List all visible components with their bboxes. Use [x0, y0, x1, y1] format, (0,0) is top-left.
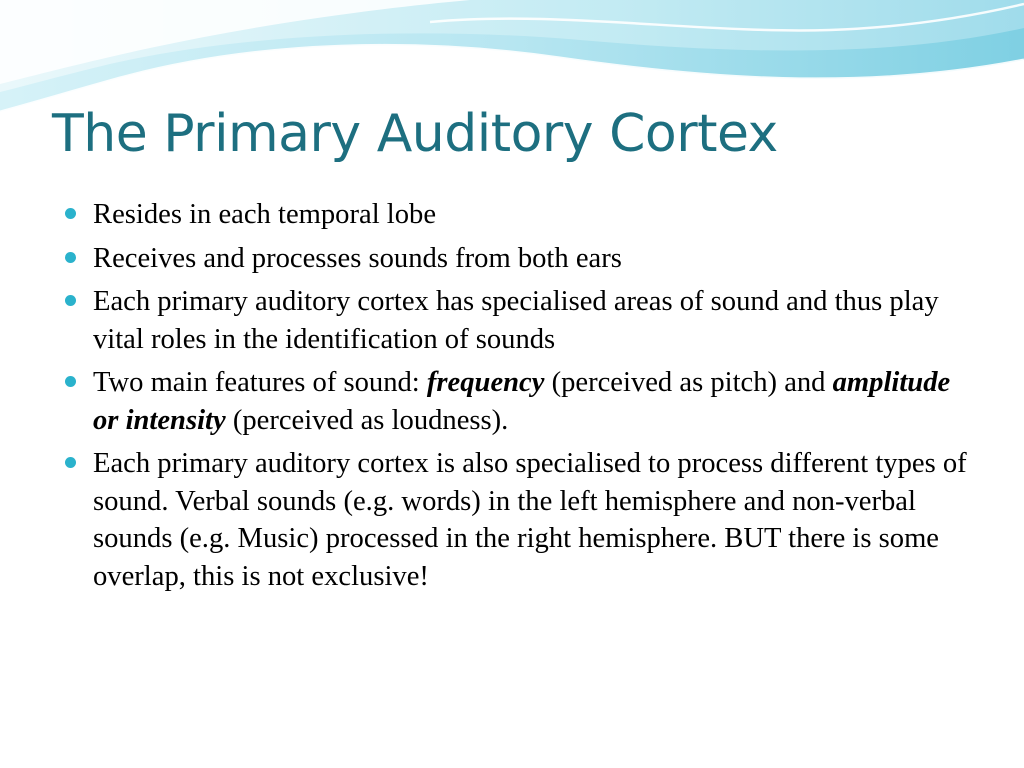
- bullet-item: [62, 240, 967, 278]
- slide-title: The Primary Auditory Cortex: [52, 104, 778, 164]
- bullet-text: Each primary auditory cortex has specialised areas of sound and thus play vital roles in the identification of sounds: [93, 286, 939, 355]
- bullet-text: Each primary auditory cortex is also specialised to process different types of sound. Verbal sounds (e.g. words) in the left hemisphere and non-verbal sounds (e.g. Music) processed in the right hemisphere. BUT there is some overlap, this is not exclusive!: [93, 448, 967, 592]
- bullet-text: (perceived as pitch) and: [544, 367, 833, 398]
- bullet-dot-icon: [65, 295, 76, 306]
- bullet-dot-icon: [65, 457, 76, 468]
- bullet-item: [62, 364, 967, 439]
- bullet-text: Receives and processes sounds from both ears: [93, 242, 622, 274]
- term-frequency: frequency: [426, 367, 545, 398]
- bullet-dot-icon: [65, 208, 76, 219]
- bullet-text: (perceived as loudness).: [225, 404, 509, 436]
- bullet-text: Two main features of sound:: [93, 367, 427, 398]
- term-amplitude: amplitude or intensity: [93, 367, 951, 436]
- bullet-dot-icon: [65, 252, 76, 263]
- bullet-item: [62, 283, 967, 358]
- bullet-item: [62, 196, 967, 234]
- bullet-item: [62, 445, 967, 595]
- bullet-list: [62, 196, 967, 601]
- bullet-dot-icon: [65, 376, 76, 387]
- bullet-text: Resides in each temporal lobe: [93, 199, 437, 230]
